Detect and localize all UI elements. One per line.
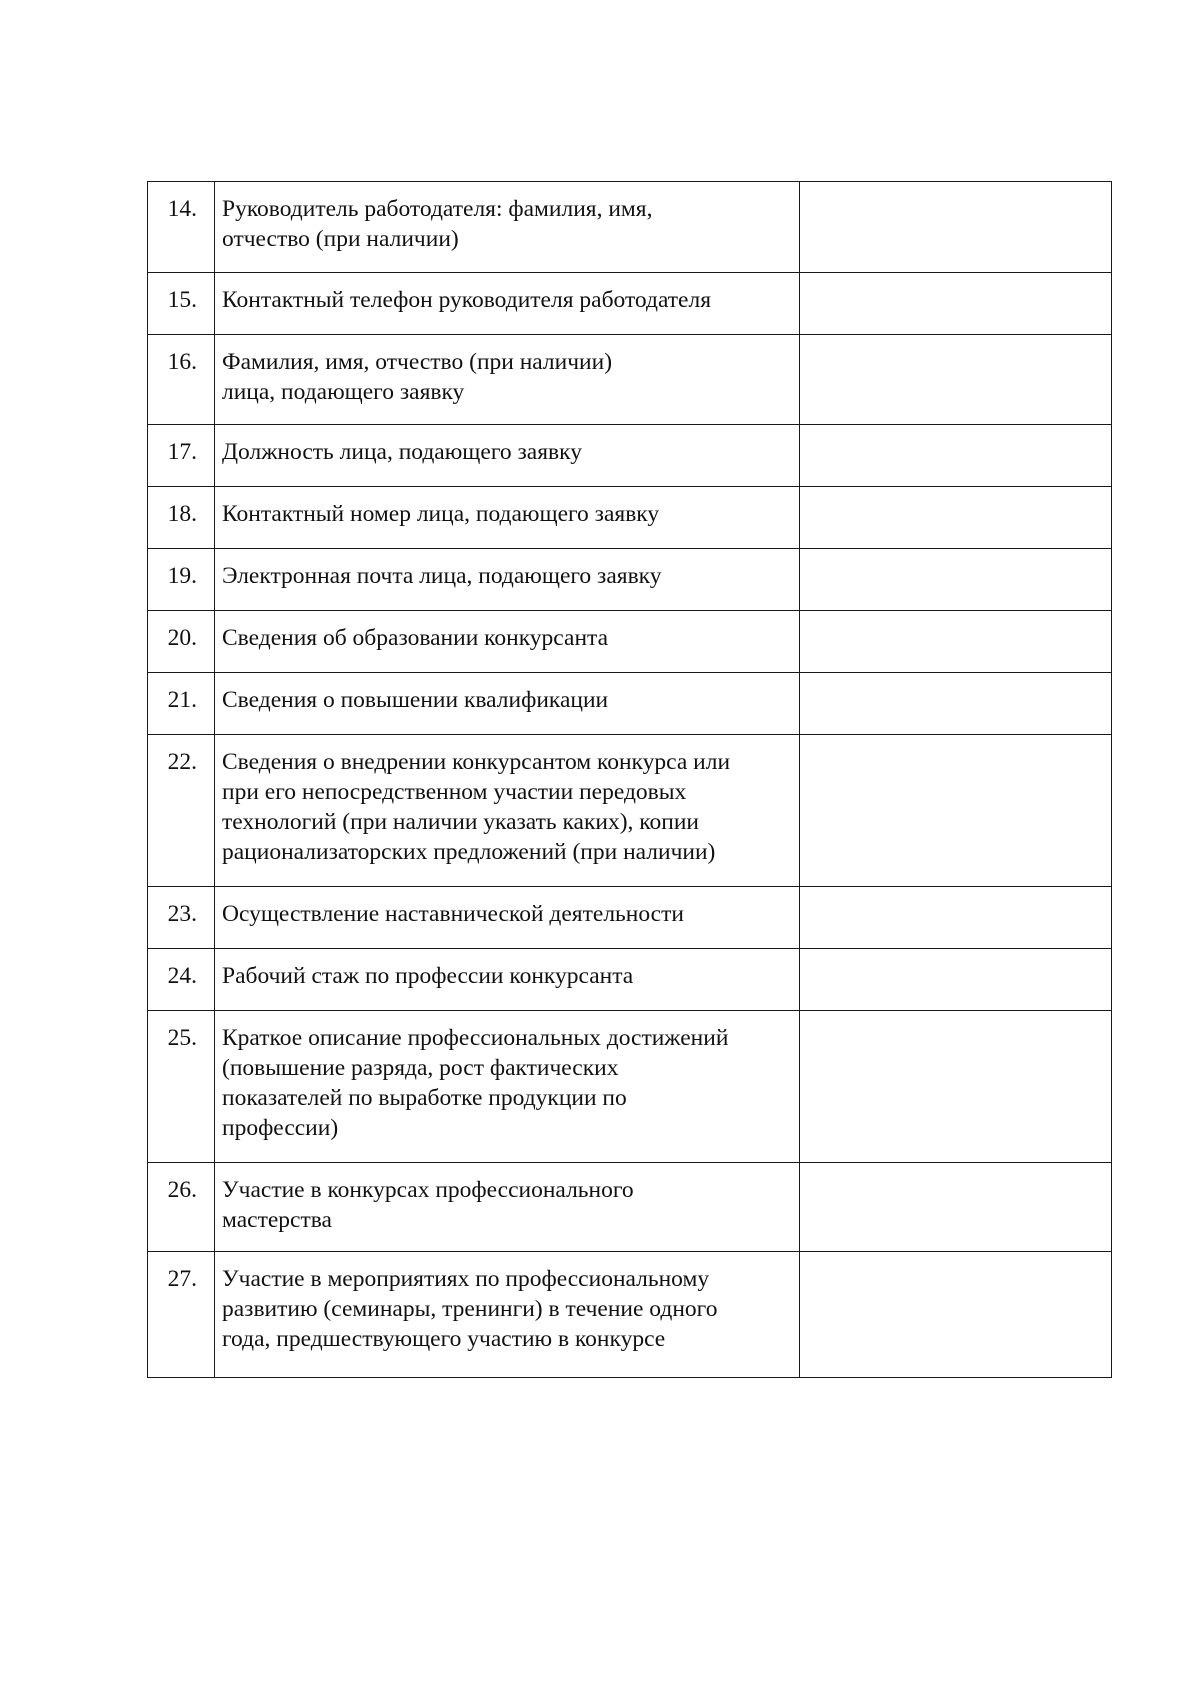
row-number: 21.	[148, 673, 215, 735]
row-label: Контактный телефон руководителя работодателя	[215, 273, 800, 335]
table-row	[148, 735, 1112, 887]
table-row	[148, 949, 1112, 1011]
row-value-cell[interactable]	[800, 273, 1112, 335]
row-label: Руководитель работодателя: фамилия, имя, отчество (при наличии)	[215, 182, 800, 273]
row-label: Контактный номер лица, подающего заявку	[215, 487, 800, 549]
table-row	[148, 1011, 1112, 1163]
row-value-cell[interactable]	[800, 1163, 1112, 1252]
row-number: 24.	[148, 949, 215, 1011]
row-number: 14.	[148, 182, 215, 273]
table-row	[148, 673, 1112, 735]
row-value-cell[interactable]	[800, 887, 1112, 949]
table-row	[148, 611, 1112, 673]
row-value-cell[interactable]	[800, 1252, 1112, 1378]
row-value-cell[interactable]	[800, 487, 1112, 549]
row-number: 15.	[148, 273, 215, 335]
row-value-cell[interactable]	[800, 1011, 1112, 1163]
row-value-cell[interactable]	[800, 335, 1112, 425]
row-label: Участие в конкурсах профессионального мастерства	[215, 1163, 800, 1252]
table-row	[148, 1252, 1112, 1378]
table-row	[148, 273, 1112, 335]
row-number: 25.	[148, 1011, 215, 1163]
row-value-cell[interactable]	[800, 949, 1112, 1011]
row-number: 16.	[148, 335, 215, 425]
row-value-cell[interactable]	[800, 735, 1112, 887]
row-number: 22.	[148, 735, 215, 887]
row-label: Сведения о повышении квалификации	[215, 673, 800, 735]
row-value-cell[interactable]	[800, 549, 1112, 611]
row-number: 17.	[148, 425, 215, 487]
row-number: 18.	[148, 487, 215, 549]
table-row	[148, 487, 1112, 549]
table-row	[148, 549, 1112, 611]
table-row	[148, 335, 1112, 425]
table-row	[148, 182, 1112, 273]
row-value-cell[interactable]	[800, 611, 1112, 673]
row-label: Фамилия, имя, отчество (при наличии) лица, подающего заявку	[215, 335, 800, 425]
row-label: Сведения о внедрении конкурсантом конкурса или при его непосредственном участии передовых технологий (при наличии указать каких), копии рационализаторских предложений (при наличии)	[215, 735, 800, 887]
row-label: Краткое описание профессиональных достижений (повышение разряда, рост фактических показателей по выработке продукции по профессии)	[215, 1011, 800, 1163]
row-number: 27.	[148, 1252, 215, 1378]
row-value-cell[interactable]	[800, 425, 1112, 487]
row-label: Должность лица, подающего заявку	[215, 425, 800, 487]
table-row	[148, 425, 1112, 487]
row-label: Участие в мероприятиях по профессиональному развитию (семинары, тренинги) в течение одного года, предшествующего участию в конкурсе	[215, 1252, 800, 1378]
row-number: 19.	[148, 549, 215, 611]
application-form-table	[147, 181, 1112, 1378]
row-label: Осуществление наставнической деятельности	[215, 887, 800, 949]
row-number: 20.	[148, 611, 215, 673]
row-label: Электронная почта лица, подающего заявку	[215, 549, 800, 611]
row-number: 26.	[148, 1163, 215, 1252]
table-row	[148, 1163, 1112, 1252]
row-label: Сведения об образовании конкурсанта	[215, 611, 800, 673]
row-number: 23.	[148, 887, 215, 949]
row-label: Рабочий стаж по профессии конкурсанта	[215, 949, 800, 1011]
row-value-cell[interactable]	[800, 673, 1112, 735]
row-value-cell[interactable]	[800, 182, 1112, 273]
table-row	[148, 887, 1112, 949]
